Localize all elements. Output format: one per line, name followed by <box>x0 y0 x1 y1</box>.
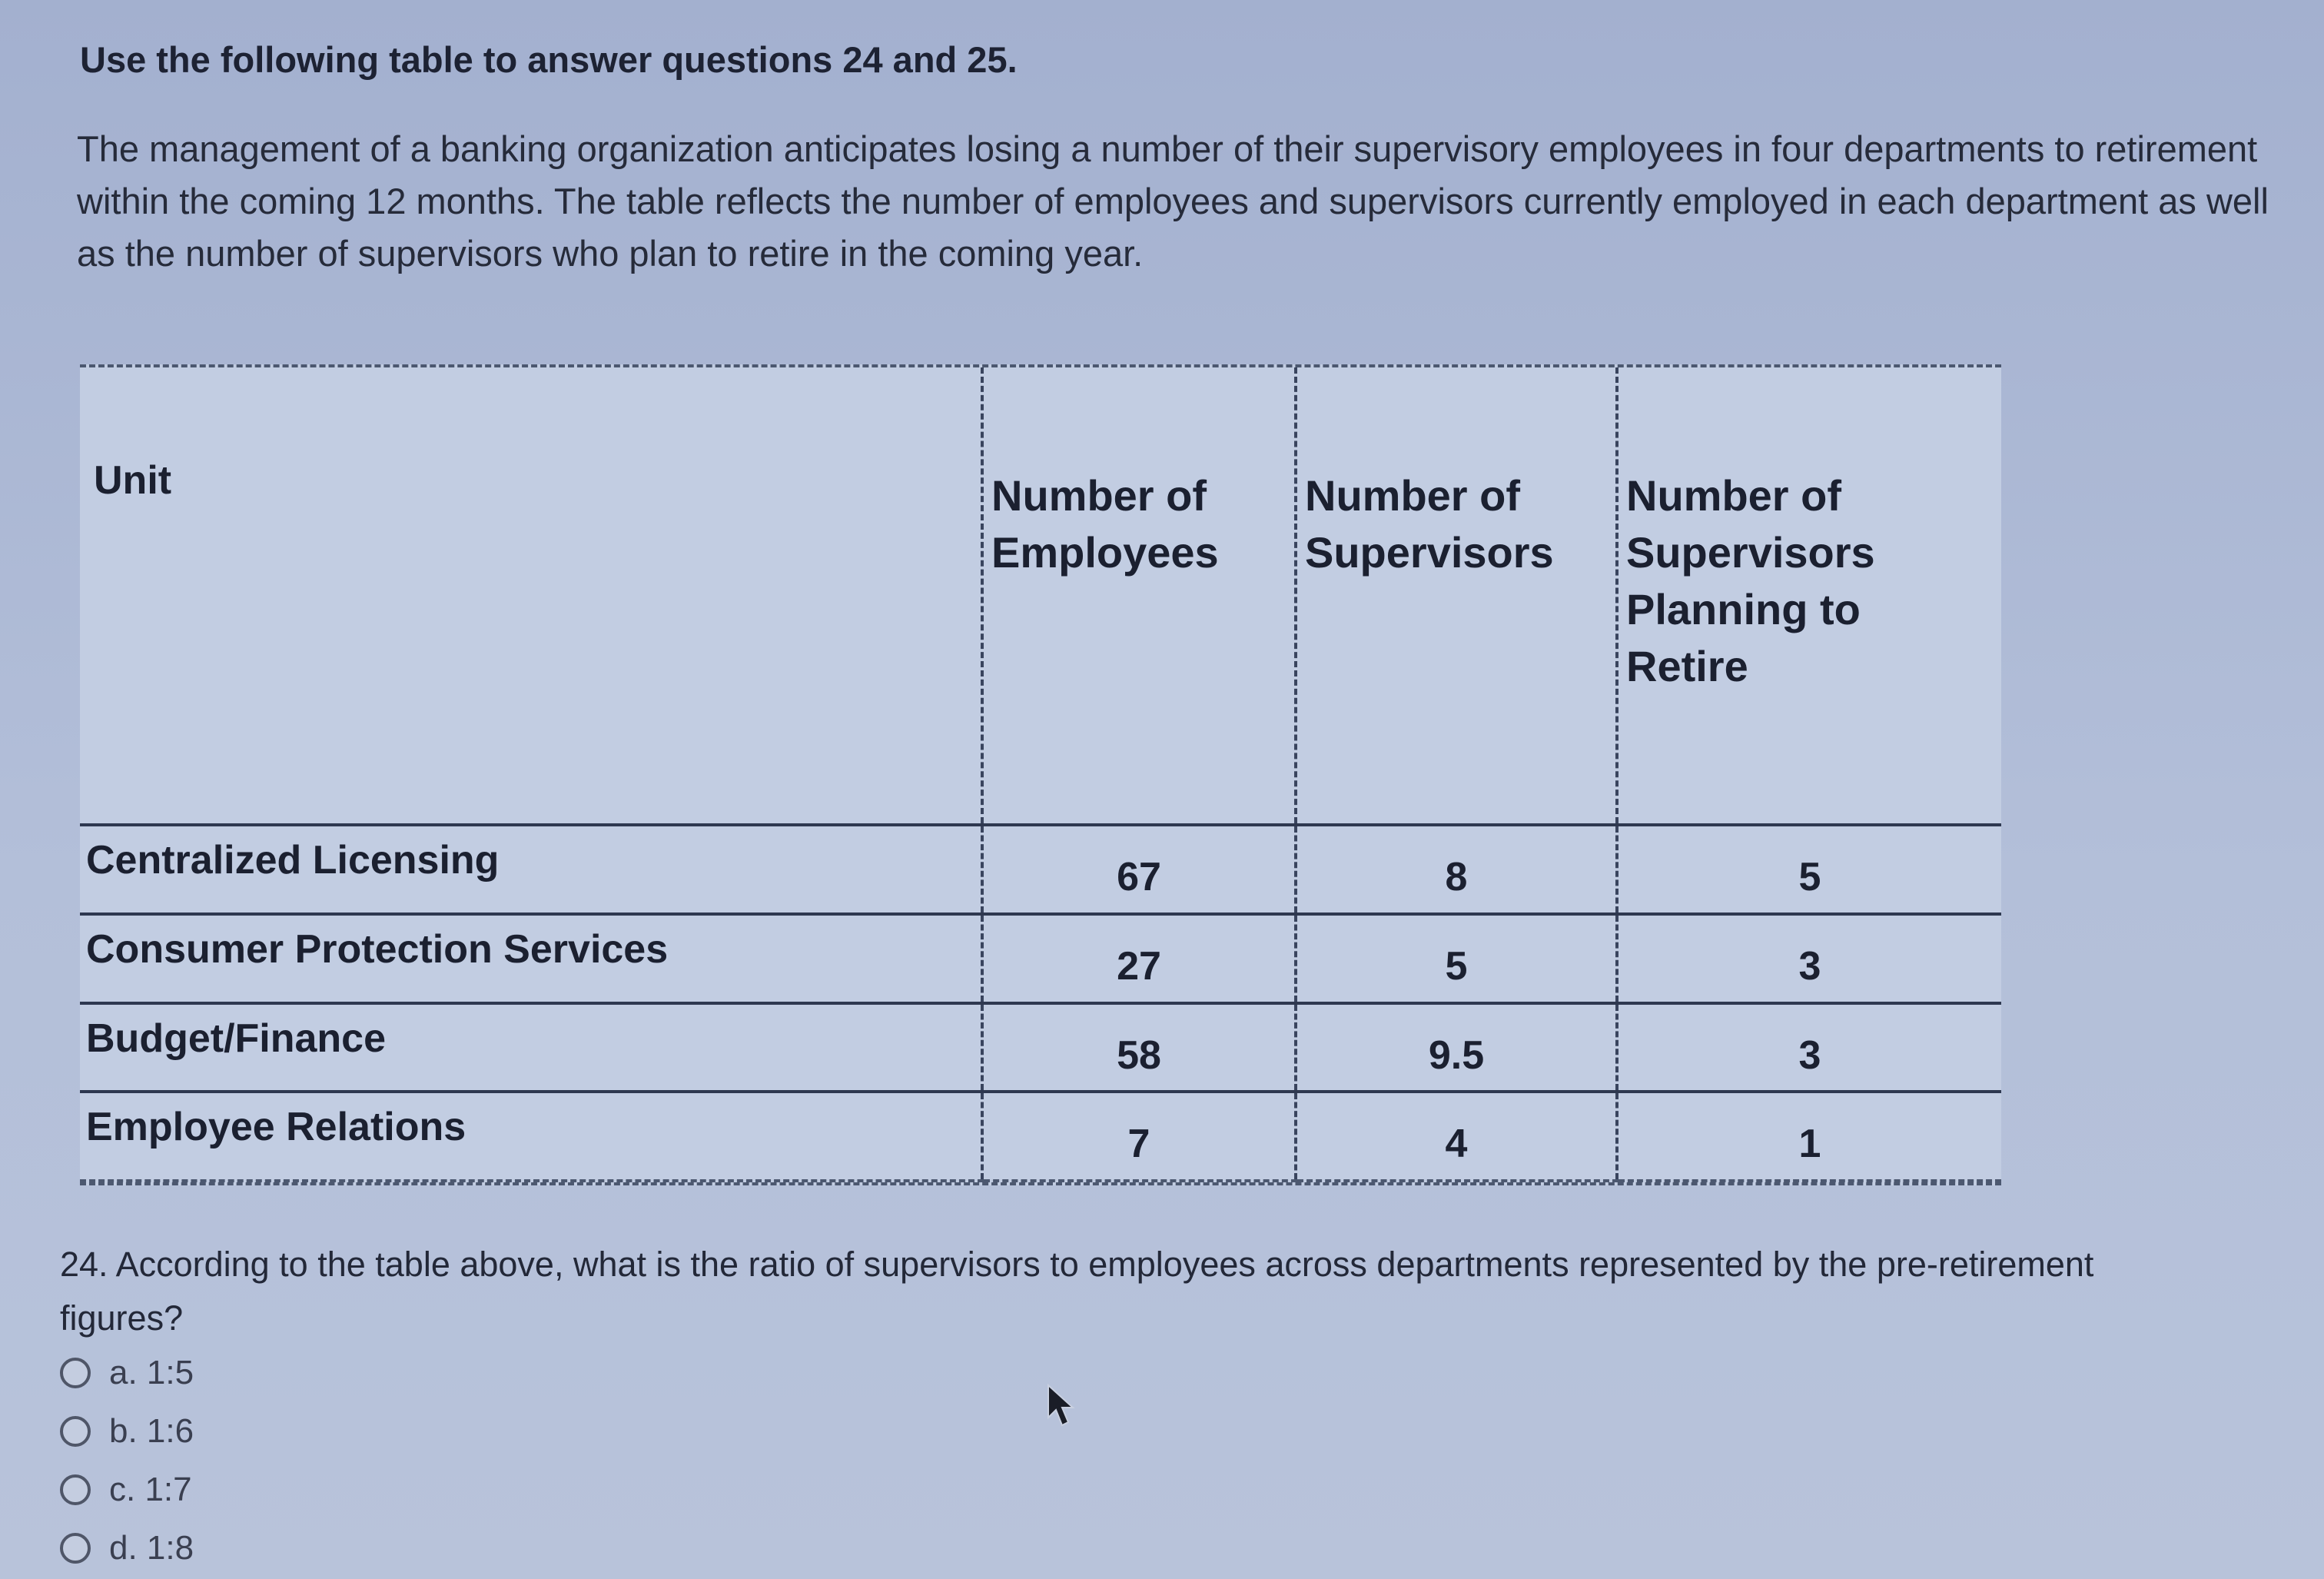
option-label: a. 1:5 <box>109 1354 194 1391</box>
cell-supervisors: 9.5 <box>1296 1003 1617 1092</box>
cell-unit: Centralized Licensing <box>80 825 982 914</box>
option-c[interactable] <box>60 1461 194 1519</box>
retirement-table <box>80 364 2001 1185</box>
cell-retiring: 3 <box>1617 914 2001 1003</box>
cell-retiring: 3 <box>1617 1003 2001 1092</box>
cell-supervisors: 5 <box>1296 914 1617 1003</box>
option-b[interactable] <box>60 1402 194 1461</box>
cell-unit: Employee Relations <box>80 1092 982 1181</box>
intro-paragraph: The management of a banking organization anticipates losing a number of their supervisory employees in four departments to retirement within the coming 12 months. The table reflects the number of employees and supervisors currently employed in each department as well as the number of supervisors who plan to retire in the coming year. <box>77 128 2269 274</box>
radio-button[interactable] <box>60 1416 91 1447</box>
cell-employees: 27 <box>982 914 1296 1003</box>
header-unit: Unit <box>94 458 172 503</box>
table-row <box>80 1092 2001 1181</box>
cell-retiring: 1 <box>1617 1092 2001 1181</box>
mouse-pointer-icon <box>1045 1384 1076 1430</box>
cell-unit: Budget/Finance <box>80 1003 982 1092</box>
option-label: d. 1:8 <box>109 1529 194 1567</box>
option-a[interactable] <box>60 1344 194 1402</box>
cell-supervisors: 4 <box>1296 1092 1617 1181</box>
header-supervisors: Number of Supervisors <box>1296 367 1617 825</box>
radio-button[interactable] <box>60 1474 91 1505</box>
table-row <box>80 1003 2001 1092</box>
table-header-row <box>80 367 2001 825</box>
cell-supervisors: 8 <box>1296 825 1617 914</box>
cell-employees: 58 <box>982 1003 1296 1092</box>
option-label: c. 1:7 <box>109 1471 192 1508</box>
instructions-heading: Use the following table to answer questions 24 and 25. <box>80 39 1018 80</box>
radio-button[interactable] <box>60 1358 91 1388</box>
cell-employees: 7 <box>982 1092 1296 1181</box>
cell-employees: 67 <box>982 825 1296 914</box>
cell-retiring: 5 <box>1617 825 2001 914</box>
question-24-text: 24. According to the table above, what is the ratio of supervisors to employees across departments represented by the pre-retirement figures? <box>60 1245 2094 1338</box>
table-row <box>80 825 2001 914</box>
radio-button[interactable] <box>60 1533 91 1564</box>
option-label: b. 1:6 <box>109 1412 194 1450</box>
cell-unit: Consumer Protection Services <box>80 914 982 1003</box>
option-d[interactable] <box>60 1519 194 1577</box>
table-row <box>80 914 2001 1003</box>
header-employees: Number of Employees <box>982 367 1296 825</box>
answer-options <box>60 1344 194 1577</box>
header-retiring: Number of Supervisors Planning to Retire <box>1617 367 2001 825</box>
